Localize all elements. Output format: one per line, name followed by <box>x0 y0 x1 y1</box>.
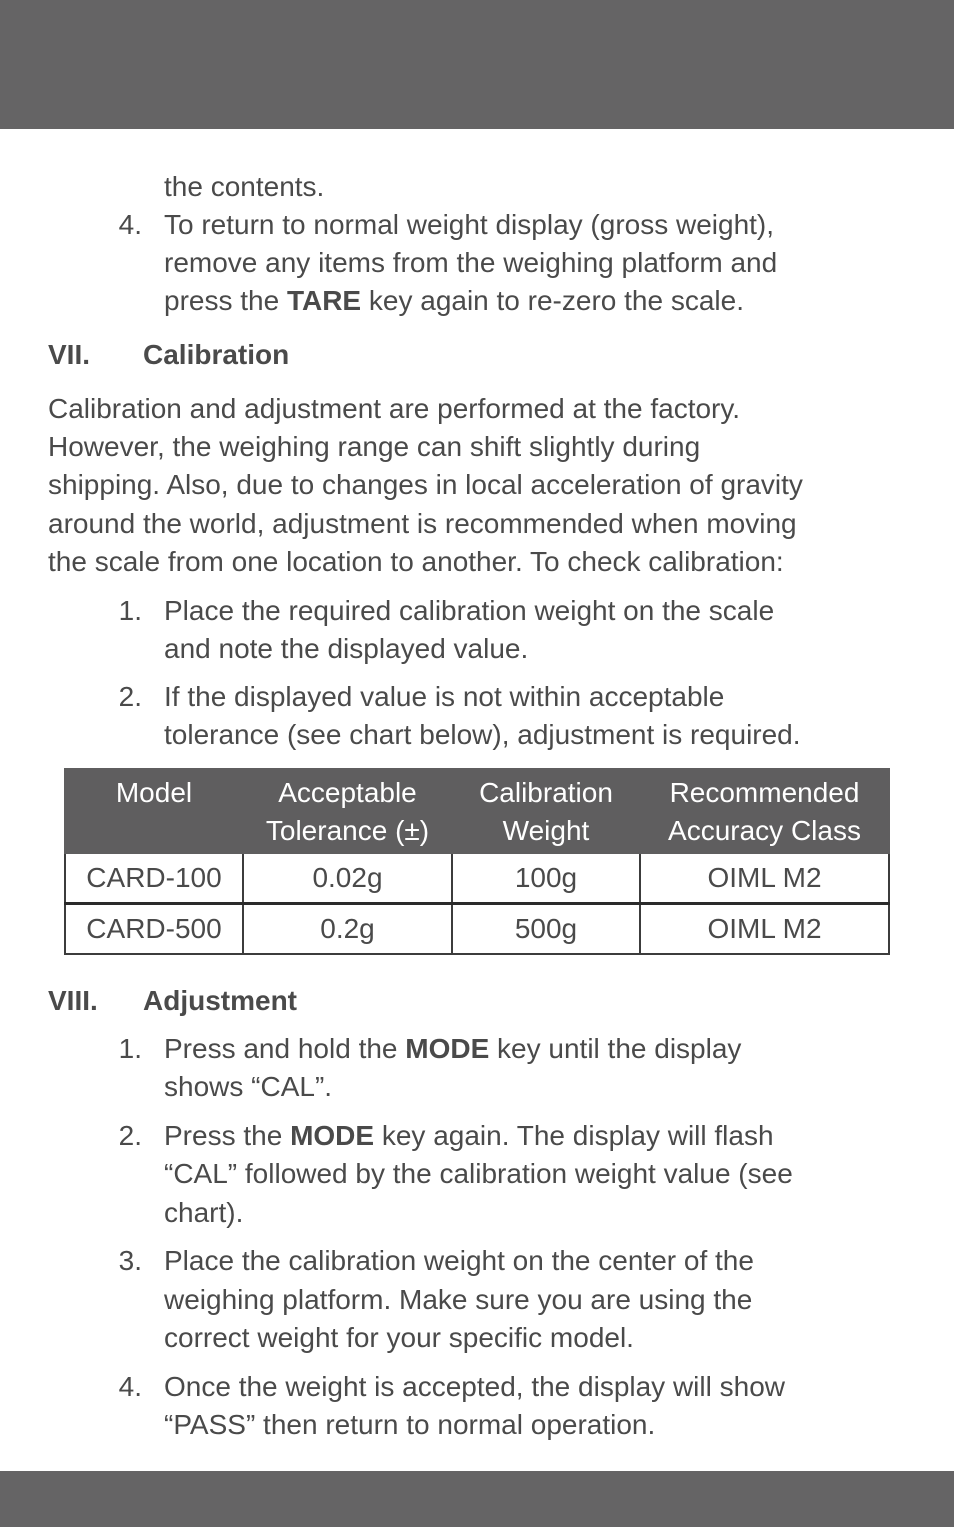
header-text: Recommended <box>669 777 860 808</box>
section-title: Adjustment <box>143 985 297 1016</box>
section-numeral: VIII. <box>48 985 98 1016</box>
tare-key-label: TARE <box>286 285 362 316</box>
header-text: Weight <box>502 815 590 846</box>
column-header <box>640 769 889 853</box>
step-text: correct weight for your specific model. <box>164 1322 634 1353</box>
step-number: 2. <box>118 681 142 712</box>
text-fragment: Press and hold the <box>164 1033 406 1064</box>
footer-band <box>0 1471 954 1527</box>
step-text: and note the displayed value. <box>164 633 529 664</box>
step-text: Place the calibration weight on the center of the <box>164 1245 754 1276</box>
paragraph-line: shipping. Also, due to changes in local acceleration of gravity <box>48 469 803 500</box>
paragraph-line: Calibration and adjustment are performed at the factory. <box>48 393 741 424</box>
step-text <box>164 1030 741 1068</box>
step-number: 1. <box>118 595 142 626</box>
header-text: Calibration <box>479 777 613 808</box>
step-text: If the displayed value is not within acceptable <box>164 681 725 712</box>
column-header <box>243 769 452 853</box>
column-header <box>65 769 243 853</box>
table-cell: 0.2g <box>243 904 452 955</box>
mode-key-label: MODE <box>290 1120 375 1151</box>
step-text: shows “CAL”. <box>164 1071 333 1102</box>
paragraph-line: However, the weighing range can shift slightly during <box>48 431 701 462</box>
step-text <box>164 1117 774 1155</box>
text-fragment: press the <box>164 285 287 316</box>
header-text: Accuracy Class <box>668 815 861 846</box>
step-text: weighing platform. Make sure you are using the <box>164 1284 753 1315</box>
section-title: Calibration <box>143 339 290 370</box>
text-fragment: Press the <box>164 1120 291 1151</box>
step-text: tolerance (see chart below), adjustment is required. <box>164 719 801 750</box>
table-header-row <box>65 769 889 853</box>
step-text: chart). <box>164 1197 244 1228</box>
header-text: Model <box>115 777 193 808</box>
text-fragment: key again to re-zero the scale. <box>361 285 744 316</box>
table-cell: 0.02g <box>243 853 452 904</box>
table-cell: OIML M2 <box>640 904 889 955</box>
table-cell: CARD-500 <box>65 904 243 955</box>
header-text: Tolerance (±) <box>265 815 430 846</box>
column-header <box>452 769 640 853</box>
step-text: Once the weight is accepted, the display will show <box>164 1371 785 1402</box>
continuation-text: the contents. <box>164 171 325 202</box>
section-numeral: VII. <box>48 339 91 370</box>
step-text <box>164 282 744 320</box>
step-number: 4. <box>118 209 142 240</box>
paragraph-line: the scale from one location to another. To check calibration: <box>48 546 784 577</box>
text-fragment: key again. The display will flash <box>374 1120 774 1151</box>
step-text: “PASS” then return to normal operation. <box>164 1409 656 1440</box>
table-row <box>65 904 889 955</box>
calibration-table <box>64 768 890 955</box>
step-text: To return to normal weight display (gross weight), <box>164 209 775 240</box>
step-text: “CAL” followed by the calibration weight value (see <box>164 1158 793 1189</box>
mode-key-label: MODE <box>405 1033 490 1064</box>
step-text: Place the required calibration weight on the scale <box>164 595 775 626</box>
table-cell: OIML M2 <box>640 853 889 904</box>
step-number: 2. <box>118 1120 142 1151</box>
table-row <box>65 853 889 904</box>
step-number: 1. <box>118 1033 142 1064</box>
table-cell: 500g <box>452 904 640 955</box>
text-fragment: key until the display <box>489 1033 742 1064</box>
table-cell: CARD-100 <box>65 853 243 904</box>
paragraph-line: around the world, adjustment is recommended when moving <box>48 508 797 539</box>
step-text: remove any items from the weighing platform and <box>164 247 778 278</box>
header-band <box>0 0 954 129</box>
header-text: Acceptable <box>278 777 417 808</box>
table-cell: 100g <box>452 853 640 904</box>
step-number: 3. <box>118 1245 142 1276</box>
step-number: 4. <box>118 1371 142 1402</box>
